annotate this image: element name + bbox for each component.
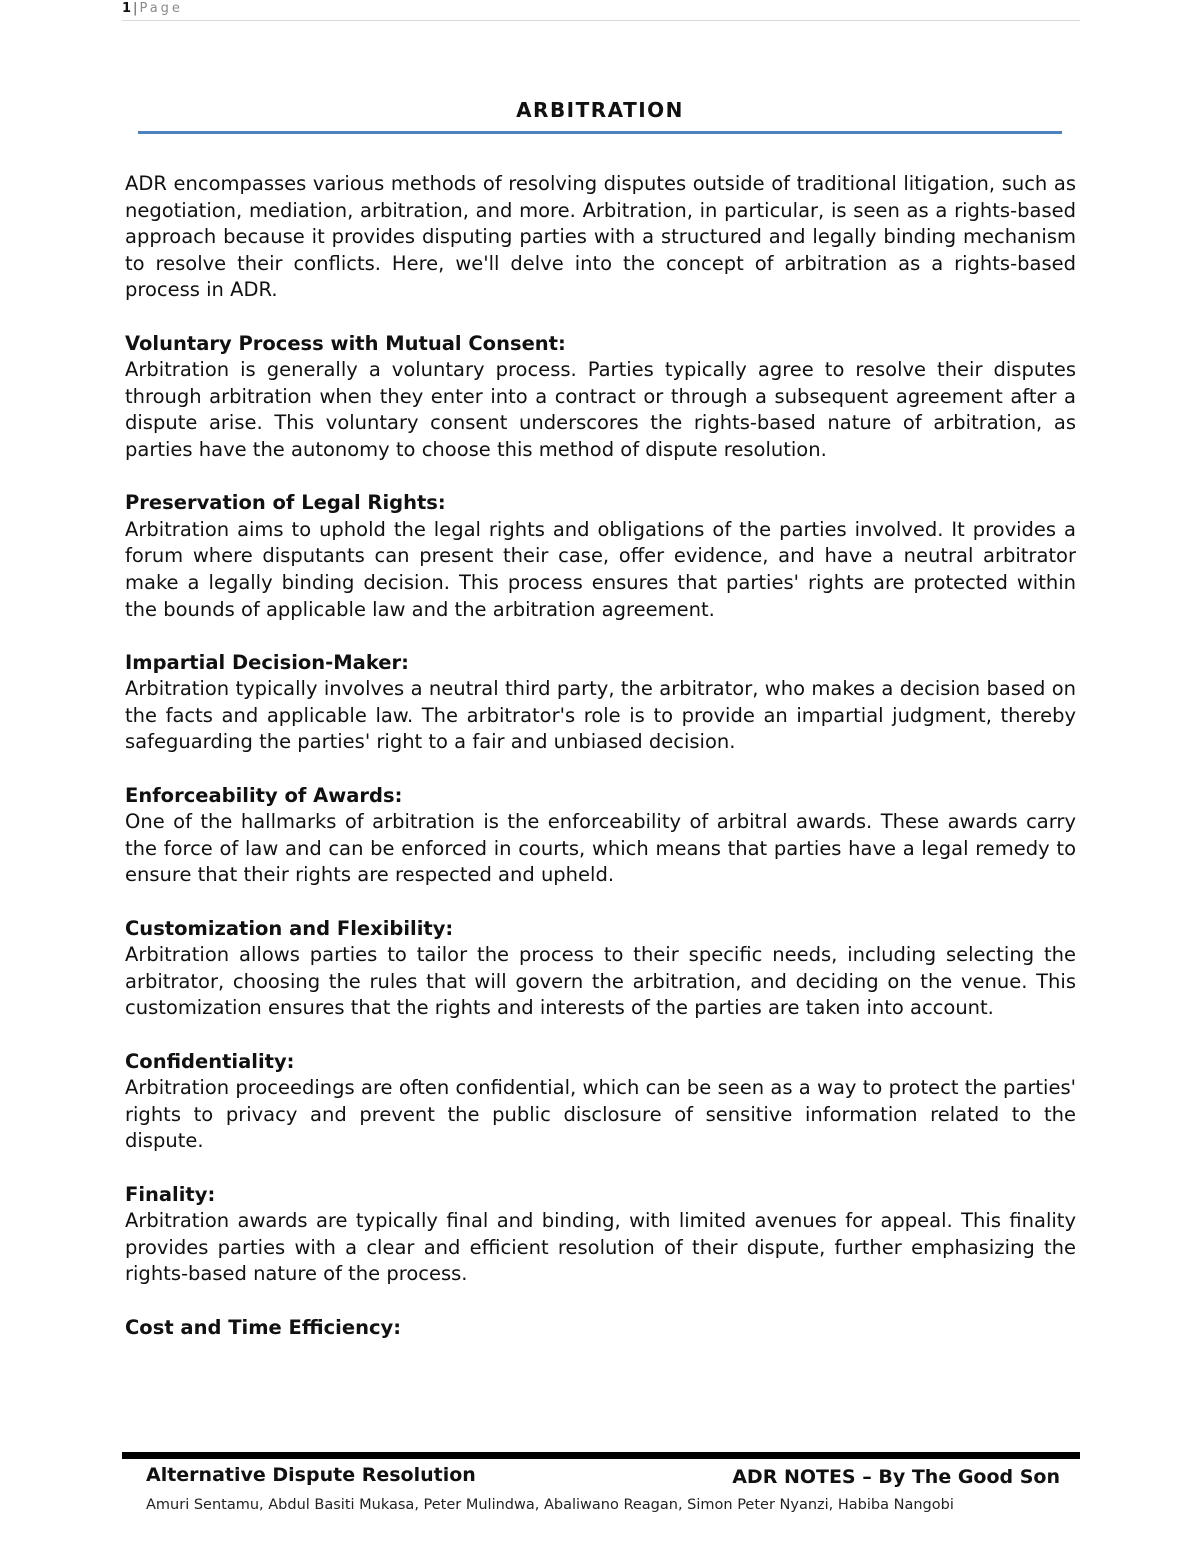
- section-body: Arbitration proceedings are often confidential, which can be seen as a way to protect the parties' rights to privacy and prevent the public disclosure of sensitive information related to the dispute.: [125, 1076, 1076, 1153]
- page-number: 1: [122, 1, 132, 16]
- section-body: Arbitration is generally a voluntary process. Parties typically agree to resolve their disputes through arbitration when they enter into a contract or through a subsequent agreement after a dispute arise. This voluntary consent underscores the rights-based nature of arbitration, as parties have the autonomy to choose this method of dispute resolution.: [125, 358, 1076, 461]
- section-body: Arbitration typically involves a neutral third party, the arbitrator, who makes a decision based on the facts and applicable law. The arbitrator's role is to provide an impartial judgment, thereby safeguarding the parties' right to a fair and unbiased decision.: [125, 677, 1076, 754]
- section-heading: Preservation of Legal Rights:: [125, 491, 446, 515]
- footer-rule: [122, 1452, 1080, 1459]
- section-body: Arbitration aims to uphold the legal rights and obligations of the parties involved. It provides a forum where disputants can present their case, offer evidence, and have a neutral arbitrator make a legally binding decision. This process ensures that parties' rights are protected within the bounds of applicable law and the arbitration agreement.: [125, 517, 1076, 621]
- section-finality: [125, 1182, 1076, 1288]
- section-body: One of the hallmarks of arbitration is the enforceability of arbitral awards. These awards carry the force of law and can be enforced in courts, which means that parties have a legal remedy to ensure that their rights are respected and upheld.: [125, 810, 1076, 887]
- section-heading: Cost and Time Efficiency:: [125, 1315, 402, 1339]
- document-body: [125, 171, 1076, 1368]
- section-enforceability-of-awards: [125, 783, 1076, 889]
- section-heading: Finality:: [125, 1182, 216, 1206]
- section-body: Arbitration allows parties to tailor the process to their specific needs, including selecting the arbitrator, choosing the rules that will govern the arbitration, and deciding on the venue. This customization ensures that the rights and interests of the parties are taken into account.: [125, 943, 1076, 1020]
- page-label: Page: [139, 1, 183, 16]
- section-customization-and-flexibility: [125, 916, 1076, 1022]
- footer-notes-label: ADR NOTES – By The Good Son: [732, 1466, 1060, 1488]
- section-heading: Enforceability of Awards:: [125, 783, 403, 807]
- section-preservation-of-legal-rights: [125, 490, 1076, 623]
- title-underline: [138, 131, 1062, 134]
- section-heading: Impartial Decision-Maker:: [125, 650, 409, 674]
- page-header: [122, 0, 1080, 21]
- section-impartial-decision-maker: [125, 650, 1076, 756]
- section-heading: Confidentiality:: [125, 1049, 295, 1073]
- page-separator: |: [133, 1, 138, 16]
- document-title: ARBITRATION: [516, 98, 684, 122]
- section-confidentiality: [125, 1049, 1076, 1155]
- footer-authors: Amuri Sentamu, Abdul Basiti Mukasa, Peter Mulindwa, Abaliwano Reagan, Simon Peter Nyanzi, Habiba Nangobi: [146, 1497, 954, 1513]
- section-voluntary-process: [125, 331, 1076, 464]
- section-body: Arbitration awards are typically final and binding, with limited avenues for appeal. This finality provides parties with a clear and efficient resolution of their dispute, further emphasizing the rights-based nature of the process.: [125, 1209, 1076, 1286]
- section-heading: Voluntary Process with Mutual Consent:: [125, 331, 566, 355]
- section-cost-and-time-efficiency: [125, 1315, 1076, 1342]
- intro-paragraph: ADR encompasses various methods of resolving disputes outside of traditional litigation, such as negotiation, mediation, arbitration, and more. Arbitration, in particular, is seen as a rights-based approach because it provides disputing parties with a structured and legally binding mechanism to resolve their conflicts. Here, we'll delve into the concept of arbitration as a rights-based process in ADR.: [125, 172, 1076, 302]
- section-heading: Customization and Flexibility:: [125, 916, 454, 940]
- footer-course-title: Alternative Dispute Resolution: [146, 1464, 476, 1486]
